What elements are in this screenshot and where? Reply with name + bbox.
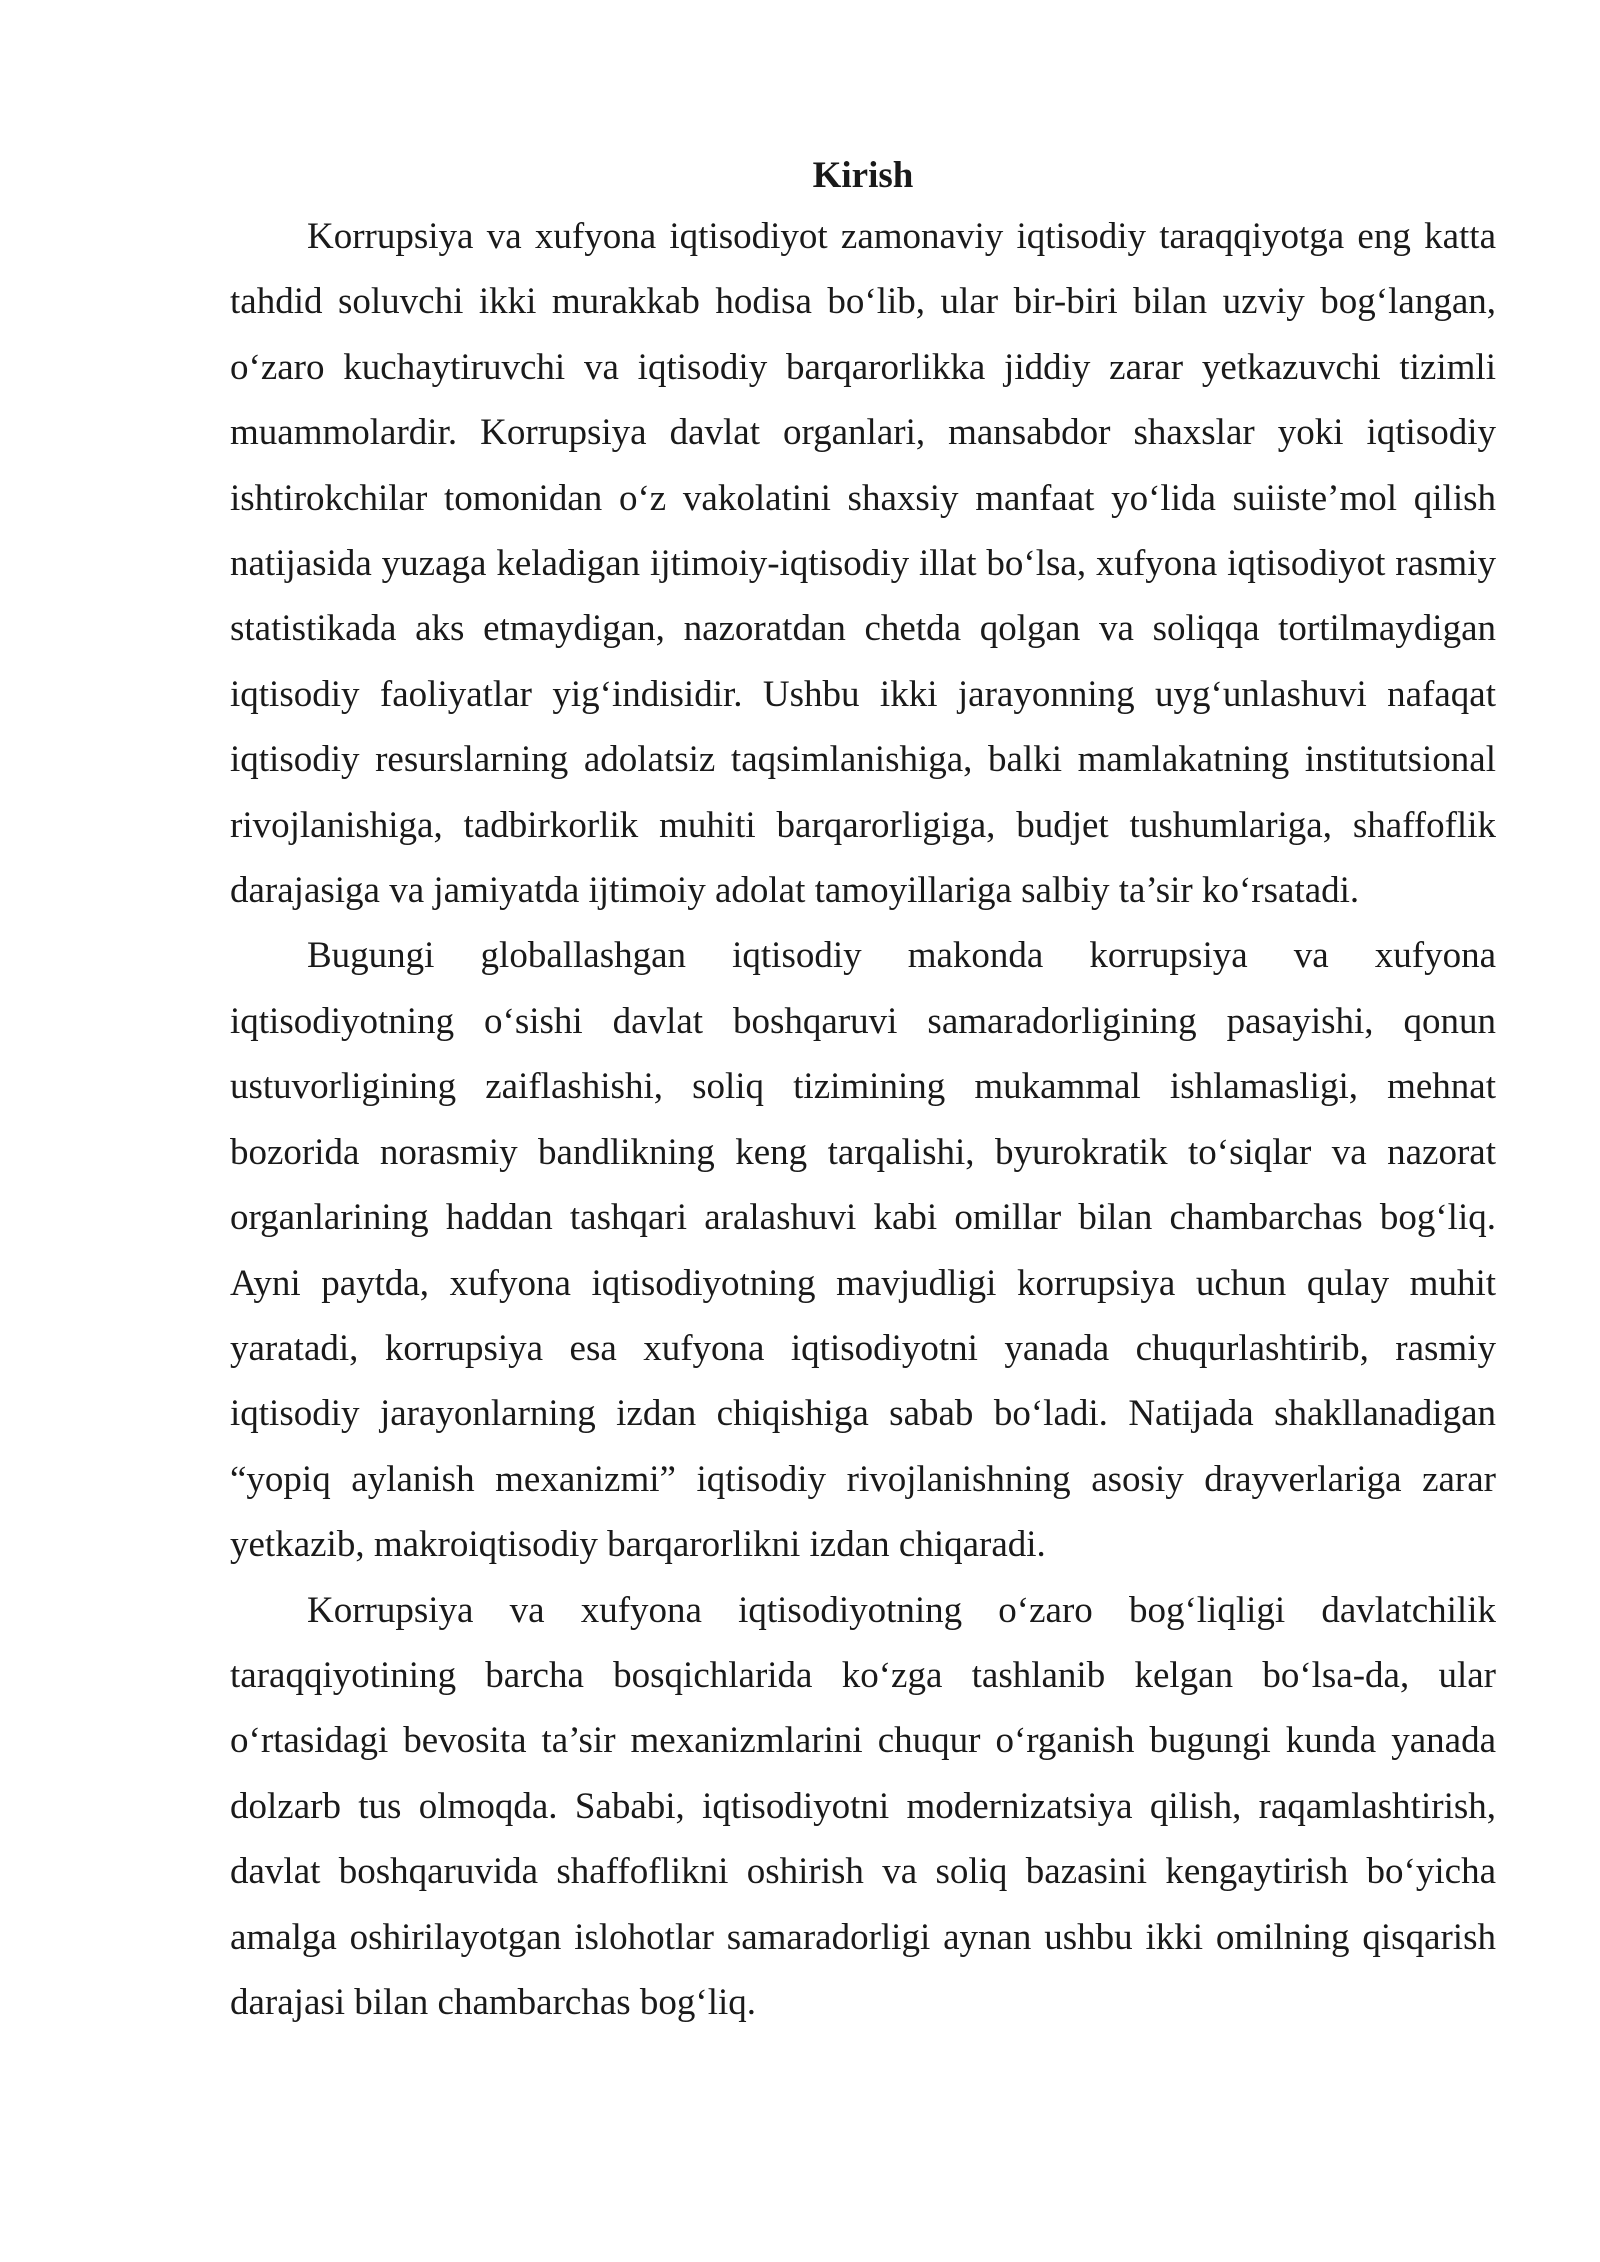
document-body	[230, 148, 1496, 2035]
paragraph-2: Bugungi globallashgan iqtisodiy makonda korrupsiya va xufyona iqtisodiyotning o‘sishi davlat boshqaruvi samaradorligining pasayishi, qonun ustuvorligining zaiflashishi, soliq tizimining mukammal ishlamasligi, mehnat bozorida norasmiy bandlikning keng tarqalishi, byurokratik to‘siqlar va nazorat organlarining haddan tashqari aralashuvi kabi omillar bilan chambarchas bog‘liq. Ayni paytda, xufyona iqtisodiyotning mavjudligi korrupsiya uchun qulay muhit yaratadi, korrupsiya esa xufyona iqtisodiyotni yanada chuqurlashtirib, rasmiy iqtisodiy jarayonlarning izdan chiqishiga sabab bo‘ladi. Natijada shakllanadigan “yopiq aylanish mexanizmi” iqtisodiy rivojlanishning asosiy drayverlariga zarar yetkazib, makroiqtisodiy barqarorlikni izdan chiqaradi.	[230, 935, 1496, 1566]
document-title: Kirish	[812, 155, 914, 196]
paragraph-3: Korrupsiya va xufyona iqtisodiyotning o‘zaro bog‘liqligi davlatchilik taraqqiyotining barcha bosqichlarida ko‘zga tashlanib kelgan bo‘lsa-da, ular o‘rtasidagi bevosita ta’sir mexanizmlarini chuqur o‘rganish bugungi kunda yanada dolzarb tus olmoqda. Sababi, iqtisodiyotni modernizatsiya qilish, raqamlashtirish, davlat boshqaruvida shaffoflikni oshirish va soliq bazasini kengaytirish bo‘yicha amalga oshirilayotgan islohotlar samaradorligi aynan ushbu ikki omilning qisqarish darajasi bilan chambarchas bog‘liq.	[230, 1589, 1496, 2023]
paragraph-1: Korrupsiya va xufyona iqtisodiyot zamonaviy iqtisodiy taraqqiyotga eng katta tahdid soluvchi ikki murakkab hodisa bo‘lib, ular bir-biri bilan uzviy bog‘langan, o‘zaro kuchaytiruvchi va iqtisodiy barqarorlikka jiddiy zarar yetkazuvchi tizimli muammolardir. Korrupsiya davlat organlari, mansabdor shaxslar yoki iqtisodiy ishtirokchilar tomonidan o‘z vakolatini shaxsiy manfaat yo‘lida suiiste’mol qilish natijasida yuzaga keladigan ijtimoiy-iqtisodiy illat bo‘lsa, xufyona iqtisodiyot rasmiy statistikada aks etmaydigan, nazoratdan chetda qolgan va soliqqa tortilmaydigan iqtisodiy faoliyatlar yig‘indisidir. Ushbu ikki jarayonning uyg‘unlashuvi nafaqat iqtisodiy resurslarning adolatsiz taqsimlanishiga, balki mamlakatning institutsional rivojlanishiga, tadbirkorlik muhiti barqarorligiga, budjet tushumlariga, shaffoflik darajasiga va jamiyatda ijtimoiy adolat tamoyillariga salbiy ta’sir ko‘rsatadi.	[230, 216, 1496, 912]
